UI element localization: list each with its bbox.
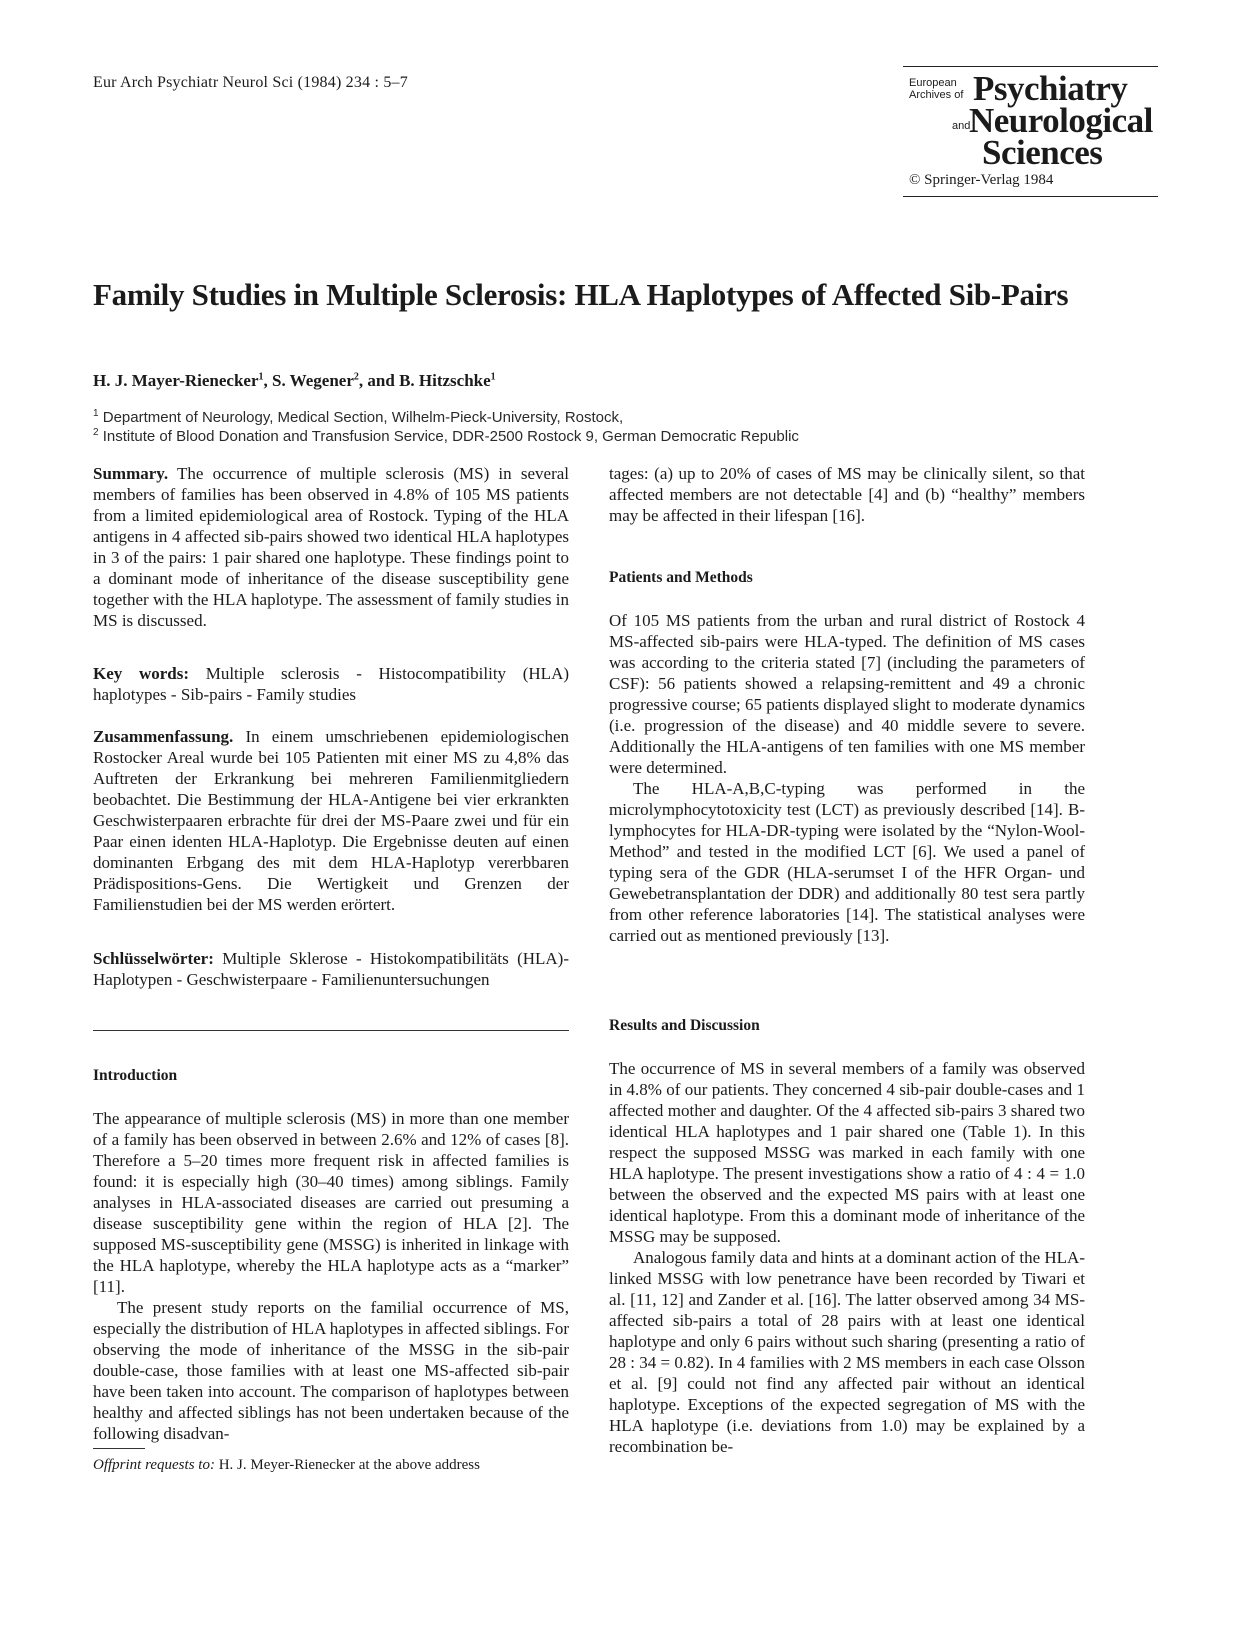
patients-methods-paragraph-2: The HLA-A,B,C-typing was performed in the microlymphocytotoxicity test (LCT) as previously described [14]. B-lymphocytes for HLA-DR-typing were isolated by the “Nylon-Wool-Method” and tested in the modified LCT [6]. We used a panel of typing sera of the GDR (HLA-serumset I of the HFR Organ- und Gewebetransplantation der DDR) and additionally 80 test sera partly from other reference laboratories [14]. The statistical analyses were carried out as mentioned previously [13].	[609, 779, 1085, 945]
journal-citation: Eur Arch Psychiatr Neurol Sci (1984) 234 : 5–7	[93, 74, 408, 91]
affiliation-1	[93, 408, 623, 426]
affiliation-1-num: 1	[93, 408, 99, 419]
author-2-affil: 2	[353, 371, 359, 383]
summary-paragraph	[93, 463, 569, 631]
introduction-paragraph-2: The present study reports on the familial occurrence of MS, especially the distribution of HLA haplotypes in affected siblings. For observing the mode of inheritance of the MSSG in the sib-pair double-case, those families with at least one MS-affected sib-pair have been taken into account. The comparison of haplotypes between healthy and affected siblings has not been undertaken because of the following disadvan-	[93, 1298, 569, 1443]
zusammenfassung-paragraph	[93, 726, 569, 915]
journal-neurological: Neurological	[969, 101, 1153, 140]
results-paragraph-2: Analogous family data and hints at a dominant action of the HLA-linked MSSG with low penetrance have been recorded by Tiwari et al. [11, 12] and Zander et al. [16]. The latter observed among 34 MS-affected sib-pairs a total of 28 pairs with at least one identical haplotype and only 6 pairs without such sharing (presenting a ratio of 28 : 34 = 0.82). In 4 families with 2 MS members in each case Olsson et al. [9] could not find any affected pair without an identical haplotype. Exceptions of the expected segregation of MS with the HLA haplotype (i.e. deviations from 1.0) may be explained by a recombination be-	[609, 1248, 1085, 1456]
footnote-text: H. J. Meyer-Rienecker at the above address	[214, 1457, 480, 1473]
introduction-paragraph-1: The appearance of multiple sclerosis (MS) in more than one member of a family has been observed in between 2.6% and 12% of cases [8]. Therefore a 5–20 times more frequent risk in affected families is found: it is especially high (30–40 times) among siblings. Family analyses in HLA-associated diseases are carried out presuming a disease susceptibility gene within the region of HLA [2]. The supposed MS-susceptibility gene (MSSG) is inherited in linkage with the HLA haplotype, whereby the HLA haplotype acts as a “marker” [11].	[93, 1109, 569, 1296]
continuation-paragraph: tages: (a) up to 20% of cases of MS may be clinically silent, so that affected members are not detectable [4] and (b) “healthy” members may be affected in their lifespan [16].	[609, 464, 1085, 525]
author-list	[93, 371, 496, 391]
summary-text: The occurrence of multiple sclerosis (MS) in several members of families has been observed in 4.8% of 105 MS patients from a limited epidemiological area of Rostock. Typing of the HLA antigens in 4 affected sib-pairs showed two identical HLA haplotypes in 3 of the pairs: 1 pair shared one haplotype. These findings point to a dominant mode of inheritance of the disease susceptibility gene together with the HLA haplotype. The assessment of family studies in MS is discussed.	[93, 464, 569, 630]
schluesselwoerter-label: Schlüsselwörter:	[93, 949, 214, 968]
journal-archives-of: Archives of	[909, 89, 964, 101]
results-discussion-heading: Results and Discussion	[609, 1017, 760, 1034]
journal-rule-bottom	[903, 196, 1158, 197]
zusammenfassung-label: Zusammenfassung.	[93, 727, 234, 746]
author-3: B. Hitzschke	[399, 371, 491, 390]
journal-sciences: Sciences	[982, 133, 1103, 172]
offprint-footnote	[93, 1457, 480, 1474]
author-1: H. J. Mayer-Rienecker	[93, 371, 259, 390]
summary-label: Summary.	[93, 464, 169, 483]
keywords-paragraph	[93, 663, 569, 705]
schluesselwoerter-paragraph	[93, 948, 569, 990]
author-sep: ,	[263, 371, 273, 390]
journal-european: European	[909, 77, 957, 89]
introduction-body	[93, 1108, 569, 1444]
author-3-affil: 1	[490, 371, 496, 383]
affiliation-1-text: Department of Neurology, Medical Section, Wilhelm-Pieck-University, Rostock,	[102, 409, 624, 426]
author-and: , and	[358, 371, 400, 390]
author-2: S. Wegener	[272, 371, 354, 390]
affiliation-2-text: Institute of Blood Donation and Transfusion Service, DDR-2500 Rostock 9, German Democratic Republic	[102, 428, 799, 445]
results-paragraph-1: The occurrence of MS in several members of a family was observed in 4.8% of our patients. They concerned 4 sib-pair double-cases and 1 affected mother and daughter. Of the 4 affected sib-pairs 3 shared two identical HLA haplotypes and 1 pair shared one (Table 1). In this respect the supposed MSSG was marked in each family with one HLA haplotype. The present investigations show a ratio of 4 : 4 = 1.0 between the observed and the expected MS pairs with at least one identical haplotype. From this a dominant mode of inheritance of the MSSG may be supposed.	[609, 1059, 1085, 1246]
journal-rule-top	[903, 66, 1158, 67]
zusammenfassung-text: In einem umschriebenen epidemiologischen Rostocker Areal wurde bei 105 Patienten mit einer MS zu 4,8% das Auftreten der Erkrankung bei mehreren Familienmitgliedern beobachtet. Die Bestimmung der HLA-Antigene bei vier erkrankten Geschwisterpaaren erbrachte für drei der MS-Paare zwei und für ein Paar einen identen HLA-Haplotyp. Die Ergebnisse deuten auf einen dominanten Erbgang des mit dem HLA-Haplotyp vererbbaren Prädispositions-Gens. Die Wertigkeit und Grenzen der Familienstudien bei der MS werden erörtert.	[93, 727, 569, 914]
journal-and: and	[952, 120, 971, 132]
journal-copyright: © Springer-Verlag 1984	[909, 172, 1054, 188]
affiliation-2-num: 2	[93, 427, 99, 438]
introduction-heading: Introduction	[93, 1067, 178, 1084]
patients-methods-heading: Patients and Methods	[609, 569, 753, 586]
abstract-divider	[93, 1030, 569, 1031]
journal-psychiatry: Psychiatry	[973, 69, 1128, 108]
article-title: Family Studies in Multiple Sclerosis: HLA Haplotypes of Affected Sib-Pairs	[93, 277, 1069, 312]
patients-methods-body	[609, 610, 1085, 946]
footnote-label: Offprint requests to:	[93, 1457, 215, 1473]
introduction-continuation	[609, 463, 1085, 526]
affiliation-2	[93, 427, 799, 445]
footnote-divider	[93, 1448, 145, 1449]
author-1-affil: 1	[258, 371, 264, 383]
keywords-text: Multiple sclerosis - Histocompatibility (HLA) haplotypes - Sib-pairs - Family studies	[93, 664, 570, 704]
results-discussion-body	[609, 1058, 1085, 1457]
keywords-label: Key words:	[93, 664, 190, 683]
schluesselwoerter-text: Multiple Sklerose - Histokompatibilitäts (HLA)-Haplotypen - Geschwisterpaare - Familienuntersuchungen	[93, 949, 570, 989]
patients-methods-paragraph-1: Of 105 MS patients from the urban and rural district of Rostock 4 MS-affected sib-pairs were HLA-typed. The definition of MS cases was according to the criteria stated [7] (including the parameters of CSF): 56 patients showed a relapsing-remittent and 49 a chronic progressive course; 65 patients displayed slight to moderate dynamics (i.e. progression of the disease) and 40 middle severe to severe. Additionally the HLA-antigens of ten families with one MS member were determined.	[609, 611, 1085, 777]
